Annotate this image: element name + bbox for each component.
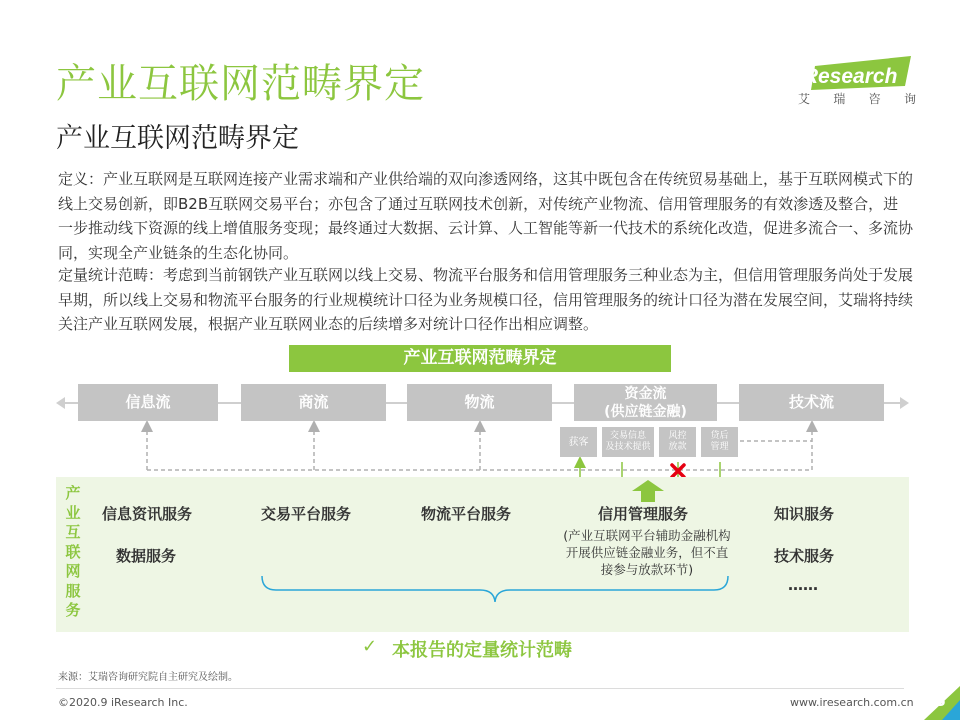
sub-box-trade-info: 交易信息 及技术提供	[602, 427, 654, 457]
flow-logistics: 物流	[407, 384, 552, 421]
service-credit: 信用管理服务	[598, 505, 689, 523]
service-data: 数据服务	[116, 547, 177, 565]
copyright: ©2020.9 iResearch Inc.	[58, 696, 188, 709]
source-note: 来源：艾瑞咨询研究院自主研究及绘制。	[58, 672, 238, 683]
service-side-label: 产 业 互 联 网 服 务	[65, 484, 81, 619]
service-tech: 技术服务	[774, 547, 835, 565]
flow-capital: 资金流 (供应链金融)	[574, 384, 717, 421]
diagram-banner: 产业互联网范畴界定	[289, 345, 671, 372]
logo-tagline: 艾 瑞 咨 询	[798, 92, 916, 106]
flow-commerce: 商流	[241, 384, 386, 421]
website: www.iresearch.com.cn	[790, 696, 914, 709]
service-trade: 交易平台服务	[261, 505, 352, 523]
service-info: 信息资讯服务	[102, 505, 193, 523]
flow-info: 信息流	[78, 384, 218, 421]
service-credit-note: (产业互联网平台辅助金融机构开展供应链金融业务，但不直接参与放款环节)	[563, 528, 731, 577]
footer-divider	[56, 688, 904, 689]
sub-box-risk-lending: 风控 放款	[659, 427, 696, 457]
scope-label: 本报告的定量统计范畴	[392, 640, 572, 661]
definition-paragraph: 定义：产业互联网是互联网连接产业需求端和产业供给端的双向渗透网络，这其中既包含在传统贸易基础上，基于互联网模式下的线上交易创新，即B2B互联网交易平台；亦包含了通过互联网技术创新，对传统产业物流、信用管理服务的有效渗透及整合，进一步推动线下资源的线上增值服务变现；最终通过大数据、云计算、人工智能等新一代技术的系统化改造，促进多流合一、多流协同，实现全产业链条的生态化协同。	[58, 170, 914, 262]
scope-brace	[256, 574, 734, 606]
up-arrow-icon	[632, 480, 664, 502]
page-number: 5	[936, 694, 946, 710]
service-knowledge: 知识服务	[774, 505, 835, 523]
check-icon: ✓	[362, 636, 378, 657]
sub-box-acquisition: 获客	[560, 427, 597, 457]
scope-paragraph: 定量统计范畴：考虑到当前钢铁产业互联网以线上交易、物流平台服务和信用管理服务三种业态为主，但信用管理服务尚处于发展早期，所以线上交易和物流平台服务的行业规模统计口径为业务规模口径，信用管理服务的统计口径为潜在发展空间，艾瑞将持续关注产业互联网发展，根据产业互联网业态的后续增多对统计口径作出相应调整。	[58, 266, 914, 333]
sub-box-post-loan: 贷后 管理	[701, 427, 738, 457]
flow-tech: 技术流	[739, 384, 884, 421]
service-more: ……	[788, 576, 818, 594]
section-title: 产业互联网范畴界定	[56, 123, 299, 154]
service-logistics: 物流平台服务	[421, 505, 512, 523]
svg-text:iResearch: iResearch	[797, 65, 898, 88]
page-title: 产业互联网范畴界定	[56, 61, 425, 107]
